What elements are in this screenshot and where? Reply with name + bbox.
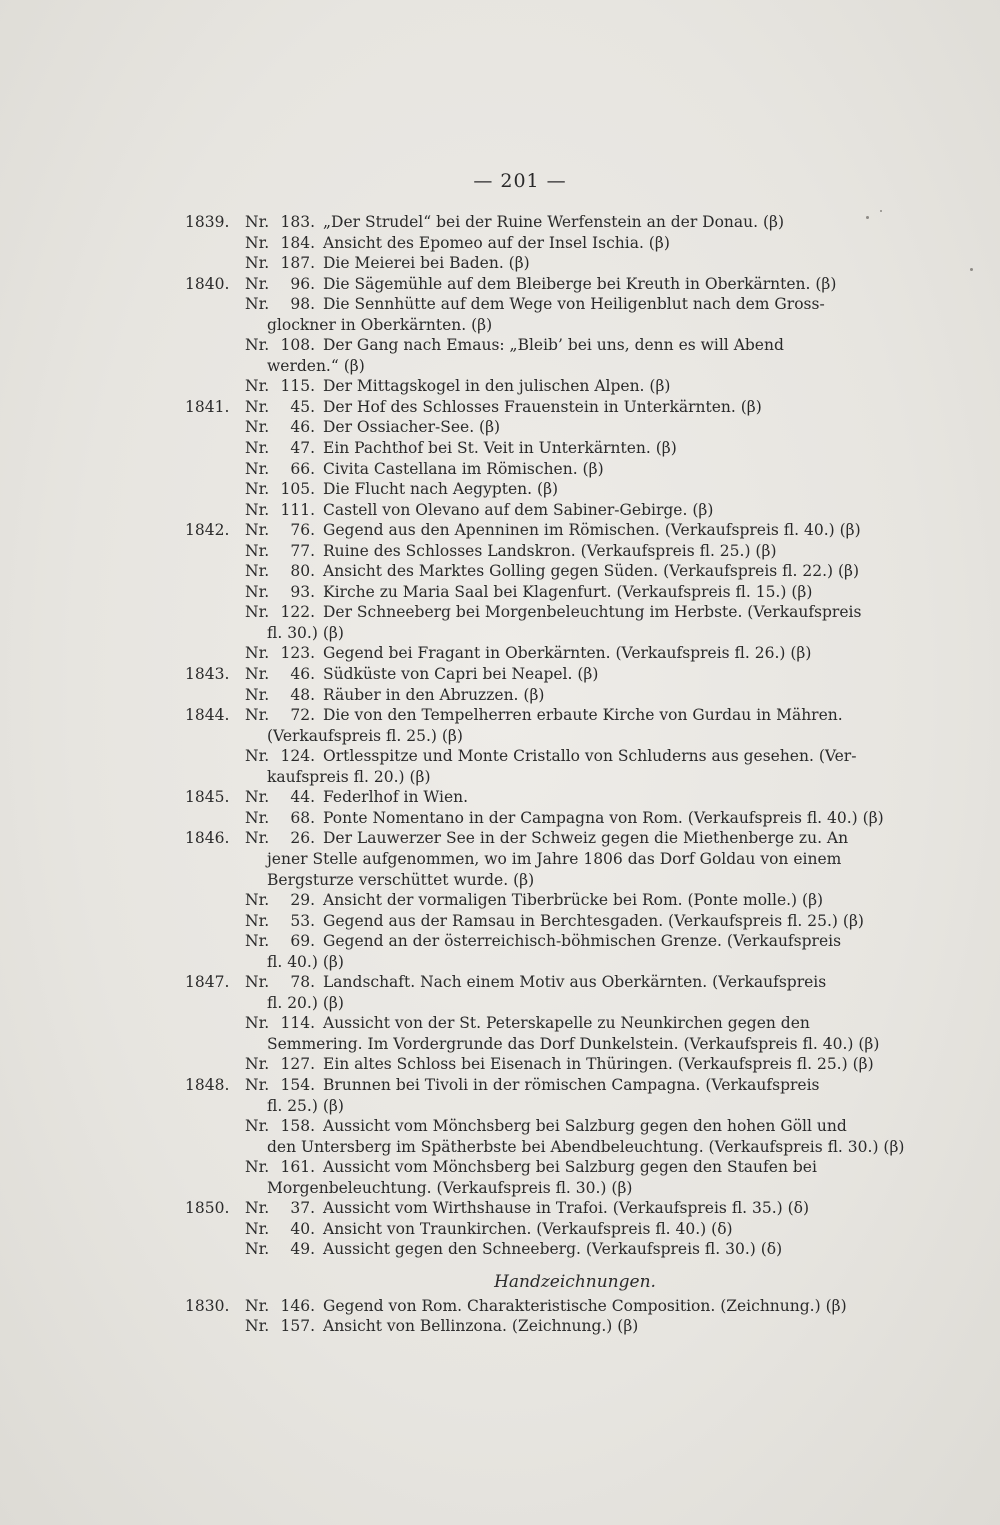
entry-text: Ansicht der vormaligen Tiberbrücke bei Rom. (Ponte molle.) (β) — [323, 891, 824, 910]
entry-text: Der Ossiacher-See. (β) — [323, 418, 501, 437]
catalogue-entry — [185, 294, 885, 315]
entry-continuation — [185, 356, 885, 377]
catalogue-entry — [185, 931, 885, 952]
catalogue-entry — [185, 438, 885, 459]
entry-text: Ortlesspitze und Monte Cristallo von Schluderns aus gesehen. (Ver- — [323, 747, 857, 766]
entry-text: Die Meierei bei Baden. (β) — [323, 254, 530, 273]
entry-number: 29. — [290, 891, 315, 910]
catalogue-entry — [185, 520, 885, 541]
entry-nr-label: Nr. — [245, 377, 270, 396]
entry-number: 124. — [280, 747, 315, 766]
entry-number: 26. — [290, 829, 315, 848]
entry-year: 1843. — [185, 665, 230, 684]
entry-year: 1830. — [185, 1296, 230, 1315]
catalogue-entry — [185, 417, 885, 438]
entry-number: 45. — [290, 397, 315, 416]
entry-text: Aussicht vom Mönchsberg bei Salzburg gegen den Staufen bei — [323, 1158, 817, 1177]
catalogue-entry — [185, 1316, 885, 1337]
catalogue-entry — [185, 1198, 885, 1219]
catalogue-entry — [185, 1296, 885, 1317]
entry-nr-label: Nr. — [245, 459, 270, 478]
entry-text: Die Sennhütte auf dem Wege von Heiligenblut nach dem Gross- — [323, 295, 825, 314]
entry-number: 46. — [290, 665, 315, 684]
entry-nr-label: Nr. — [245, 1317, 270, 1336]
entry-continuation — [185, 767, 885, 788]
catalogue-entry — [185, 500, 885, 521]
entry-number: 53. — [290, 911, 315, 930]
entry-number: 66. — [290, 459, 315, 478]
entry-nr-label: Nr. — [245, 521, 270, 540]
entry-text: Bergsturze verschüttet wurde. (β) — [267, 870, 535, 889]
entry-nr-label: Nr. — [245, 418, 270, 437]
entry-nr-label: Nr. — [245, 665, 270, 684]
entry-continuation — [185, 952, 885, 973]
entry-year: 1842. — [185, 521, 230, 540]
entry-text: Aussicht vom Mönchsberg bei Salzburg gegen den hohen Göll und — [323, 1117, 847, 1136]
entry-number: 183. — [280, 213, 315, 231]
entry-text: Räuber in den Abruzzen. (β) — [323, 685, 545, 704]
entry-number: 111. — [280, 500, 315, 519]
entry-text: fl. 30.) (β) — [267, 623, 344, 642]
catalogue-entry — [185, 335, 885, 356]
entry-text: den Untersberg im Spätherbste bei Abendbeleuchtung. (Verkaufspreis fl. 30.) (β) — [267, 1137, 905, 1156]
entry-nr-label: Nr. — [245, 541, 270, 560]
entry-text: fl. 20.) (β) — [267, 993, 344, 1012]
entry-nr-label: Nr. — [245, 747, 270, 766]
entry-text: glockner in Oberkärnten. (β) — [267, 315, 493, 334]
entry-number: 46. — [290, 418, 315, 437]
catalogue-entry — [185, 541, 885, 562]
entry-text: Gegend aus den Apenninen im Römischen. (Verkaufspreis fl. 40.) (β) — [323, 521, 861, 540]
entry-nr-label: Nr. — [245, 911, 270, 930]
entry-number: 93. — [290, 582, 315, 601]
entry-text: Gegend bei Fragant in Oberkärnten. (Verkaufspreis fl. 26.) (β) — [323, 644, 812, 663]
catalogue-entry — [185, 746, 885, 767]
entry-number: 69. — [290, 932, 315, 951]
entry-continuation — [185, 315, 885, 336]
entry-nr-label: Nr. — [245, 582, 270, 601]
entry-number: 68. — [290, 808, 315, 827]
catalogue-entry — [185, 459, 885, 480]
entry-nr-label: Nr. — [245, 1158, 270, 1177]
entry-nr-label: Nr. — [245, 788, 270, 807]
section-heading: Handzeichnungen. — [494, 1271, 656, 1292]
entry-text: Ponte Nomentano in der Campagna von Rom. (Verkaufspreis fl. 40.) (β) — [323, 808, 884, 827]
catalogue-entry — [185, 479, 885, 500]
entry-number: 47. — [290, 439, 315, 458]
entry-number: 37. — [290, 1199, 315, 1218]
entry-nr-label: Nr. — [245, 1199, 270, 1218]
entry-nr-label: Nr. — [245, 891, 270, 910]
catalogue-entry — [185, 1157, 885, 1178]
catalogue-entry — [185, 233, 885, 254]
entry-number: 115. — [280, 377, 315, 396]
entry-text: (Verkaufspreis fl. 25.) (β) — [267, 726, 463, 745]
entry-text: fl. 40.) (β) — [267, 952, 344, 971]
catalogue-entry — [185, 274, 885, 295]
entry-number: 48. — [290, 685, 315, 704]
catalogue-list — [185, 212, 905, 1337]
entry-nr-label: Nr. — [245, 973, 270, 992]
entry-text: Aussicht vom Wirthshause in Trafoi. (Verkaufspreis fl. 35.) (δ) — [323, 1199, 810, 1218]
entry-nr-label: Nr. — [245, 1219, 270, 1238]
entry-text: Ein altes Schloss bei Eisenach in Thüringen. (Verkaufspreis fl. 25.) (β) — [323, 1055, 874, 1074]
entry-text: fl. 25.) (β) — [267, 1096, 344, 1115]
entry-nr-label: Nr. — [245, 562, 270, 581]
entry-text: Semmering. Im Vordergrunde das Dorf Dunkelstein. (Verkaufspreis fl. 40.) (β) — [267, 1034, 880, 1053]
entry-nr-label: Nr. — [245, 706, 270, 725]
entry-text: Aussicht gegen den Schneeberg. (Verkaufspreis fl. 30.) (δ) — [323, 1240, 783, 1259]
entry-nr-label: Nr. — [245, 1075, 270, 1094]
entry-nr-label: Nr. — [245, 439, 270, 458]
entry-text: werden.“ (β) — [267, 356, 365, 375]
entry-text: „Der Strudel“ bei der Ruine Werfenstein an der Donau. (β) — [323, 213, 785, 231]
catalogue-entry — [185, 664, 885, 685]
entry-nr-label: Nr. — [245, 644, 270, 663]
entry-text: Aussicht von der St. Peterskapelle zu Neunkirchen gegen den — [323, 1014, 810, 1033]
entry-number: 77. — [290, 541, 315, 560]
entry-continuation — [185, 623, 885, 644]
entry-year: 1846. — [185, 829, 230, 848]
entry-number: 154. — [280, 1075, 315, 1094]
entry-nr-label: Nr. — [245, 808, 270, 827]
entry-year: 1845. — [185, 788, 230, 807]
catalogue-entry — [185, 1054, 885, 1075]
entry-nr-label: Nr. — [245, 932, 270, 951]
entry-text: Landschaft. Nach einem Motiv aus Oberkärnten. (Verkaufspreis — [323, 973, 827, 992]
catalogue-entry — [185, 253, 885, 274]
entry-nr-label: Nr. — [245, 233, 270, 252]
entry-continuation — [185, 1178, 885, 1199]
catalogue-entry — [185, 1013, 885, 1034]
catalogue-entry — [185, 1239, 885, 1260]
entry-continuation — [185, 993, 885, 1014]
entry-number: 72. — [290, 706, 315, 725]
entry-text: Ansicht von Traunkirchen. (Verkaufspreis fl. 40.) (δ) — [323, 1219, 733, 1238]
entry-text: Der Mittagskogel in den julischen Alpen. (β) — [323, 377, 671, 396]
catalogue-entry — [185, 643, 885, 664]
entry-nr-label: Nr. — [245, 1055, 270, 1074]
entry-number: 78. — [290, 973, 315, 992]
entry-number: 108. — [280, 336, 315, 355]
entry-number: 157. — [280, 1317, 315, 1336]
entry-text: Der Lauwerzer See in der Schweiz gegen die Miethenberge zu. An — [323, 829, 849, 848]
entry-year: 1847. — [185, 973, 230, 992]
entry-number: 44. — [290, 788, 315, 807]
catalogue-entry — [185, 1116, 885, 1137]
entry-text: Morgenbeleuchtung. (Verkaufspreis fl. 30.) (β) — [267, 1178, 633, 1197]
entry-nr-label: Nr. — [245, 254, 270, 273]
entry-text: Der Schneeberg bei Morgenbeleuchtung im Herbste. (Verkaufspreis — [323, 603, 862, 622]
entry-year: 1844. — [185, 706, 230, 725]
catalogue-entry — [185, 582, 885, 603]
entry-continuation — [185, 849, 885, 870]
entry-nr-label: Nr. — [245, 603, 270, 622]
entry-text: Gegend aus der Ramsau in Berchtesgaden. (Verkaufspreis fl. 25.) (β) — [323, 911, 864, 930]
catalogue-entry — [185, 1219, 885, 1240]
entry-number: 105. — [280, 480, 315, 499]
entry-nr-label: Nr. — [245, 1296, 270, 1315]
entry-number: 122. — [280, 603, 315, 622]
entry-nr-label: Nr. — [245, 336, 270, 355]
catalogue-entry — [185, 828, 885, 849]
entry-number: 76. — [290, 521, 315, 540]
entry-text: Die Sägemühle auf dem Bleiberge bei Kreuth in Oberkärnten. (β) — [323, 274, 837, 293]
catalogue-entry — [185, 1075, 885, 1096]
entry-number: 158. — [280, 1117, 315, 1136]
entry-text: Der Gang nach Emaus: „Bleib’ bei uns, denn es will Abend — [323, 336, 784, 355]
page-number: — 201 — — [473, 170, 567, 192]
entry-text: Ansicht des Marktes Golling gegen Süden. (Verkaufspreis fl. 22.) (β) — [323, 562, 860, 581]
catalogue-entry — [185, 397, 885, 418]
entry-year: 1841. — [185, 397, 230, 416]
entry-nr-label: Nr. — [245, 274, 270, 293]
catalogue-entry — [185, 808, 885, 829]
entry-continuation — [185, 1034, 885, 1055]
catalogue-entry — [185, 212, 885, 233]
entry-year: 1840. — [185, 274, 230, 293]
entry-text: Gegend an der österreichisch-böhmischen Grenze. (Verkaufspreis — [323, 932, 842, 951]
entry-number: 123. — [280, 644, 315, 663]
entry-continuation — [185, 1137, 905, 1158]
entry-number: 40. — [290, 1219, 315, 1238]
entry-nr-label: Nr. — [245, 1117, 270, 1136]
entry-number: 146. — [280, 1296, 315, 1315]
entry-nr-label: Nr. — [245, 480, 270, 499]
entry-nr-label: Nr. — [245, 500, 270, 519]
entry-text: Castell von Olevano auf dem Sabiner-Gebirge. (β) — [323, 500, 714, 519]
entry-text: Kirche zu Maria Saal bei Klagenfurt. (Verkaufspreis fl. 15.) (β) — [323, 582, 813, 601]
entry-text: Die von den Tempelherren erbaute Kirche von Gurdau in Mähren. — [323, 706, 843, 725]
entry-text: Ein Pachthof bei St. Veit in Unterkärnten. (β) — [323, 439, 677, 458]
entry-number: 127. — [280, 1055, 315, 1074]
catalogue-entry — [185, 376, 885, 397]
entry-number: 80. — [290, 562, 315, 581]
entry-text: Ansicht des Epomeo auf der Insel Ischia. (β) — [323, 233, 670, 252]
entry-nr-label: Nr. — [245, 295, 270, 314]
entry-nr-label: Nr. — [245, 213, 270, 231]
catalogue-entry — [185, 890, 885, 911]
catalogue-entry — [185, 972, 885, 993]
entry-number: 98. — [290, 295, 315, 314]
entry-number: 114. — [280, 1014, 315, 1033]
entry-year: 1839. — [185, 213, 230, 231]
entry-text: Brunnen bei Tivoli in der römischen Campagna. (Verkaufspreis — [323, 1075, 820, 1094]
entry-nr-label: Nr. — [245, 1240, 270, 1259]
catalogue-entry — [185, 561, 885, 582]
entry-continuation — [185, 1096, 885, 1117]
entry-continuation — [185, 726, 885, 747]
catalogue-entry — [185, 705, 885, 726]
entry-nr-label: Nr. — [245, 685, 270, 704]
entry-nr-label: Nr. — [245, 829, 270, 848]
entry-text: kaufspreis fl. 20.) (β) — [267, 767, 431, 786]
entry-text: Ruine des Schlosses Landskron. (Verkaufspreis fl. 25.) (β) — [323, 541, 777, 560]
entry-text: Die Flucht nach Aegypten. (β) — [323, 480, 559, 499]
catalogue-entry — [185, 685, 885, 706]
entry-year: 1850. — [185, 1199, 230, 1218]
entry-continuation — [185, 870, 885, 891]
entry-year: 1848. — [185, 1075, 230, 1094]
catalogue-entry — [185, 911, 885, 932]
entry-number: 96. — [290, 274, 315, 293]
entry-nr-label: Nr. — [245, 397, 270, 416]
entry-number: 49. — [290, 1240, 315, 1259]
entry-number: 161. — [280, 1158, 315, 1177]
entry-number: 187. — [280, 254, 315, 273]
entry-nr-label: Nr. — [245, 1014, 270, 1033]
entry-text: Federlhof in Wien. — [323, 788, 469, 807]
entry-text: jener Stelle aufgenommen, wo im Jahre 1806 das Dorf Goldau von einem — [267, 849, 842, 868]
catalogue-entry — [185, 787, 885, 808]
entry-text: Gegend von Rom. Charakteristische Composition. (Zeichnung.) (β) — [323, 1296, 847, 1315]
entry-text: Südküste von Capri bei Neapel. (β) — [323, 665, 599, 684]
ink-speck — [970, 268, 973, 271]
entry-text: Civita Castellana im Römischen. (β) — [323, 459, 604, 478]
catalogue-entry — [185, 602, 885, 623]
entry-text: Der Hof des Schlosses Frauenstein in Unterkärnten. (β) — [323, 397, 762, 416]
entry-text: Ansicht von Bellinzona. (Zeichnung.) (β) — [323, 1317, 639, 1336]
entry-number: 184. — [280, 233, 315, 252]
